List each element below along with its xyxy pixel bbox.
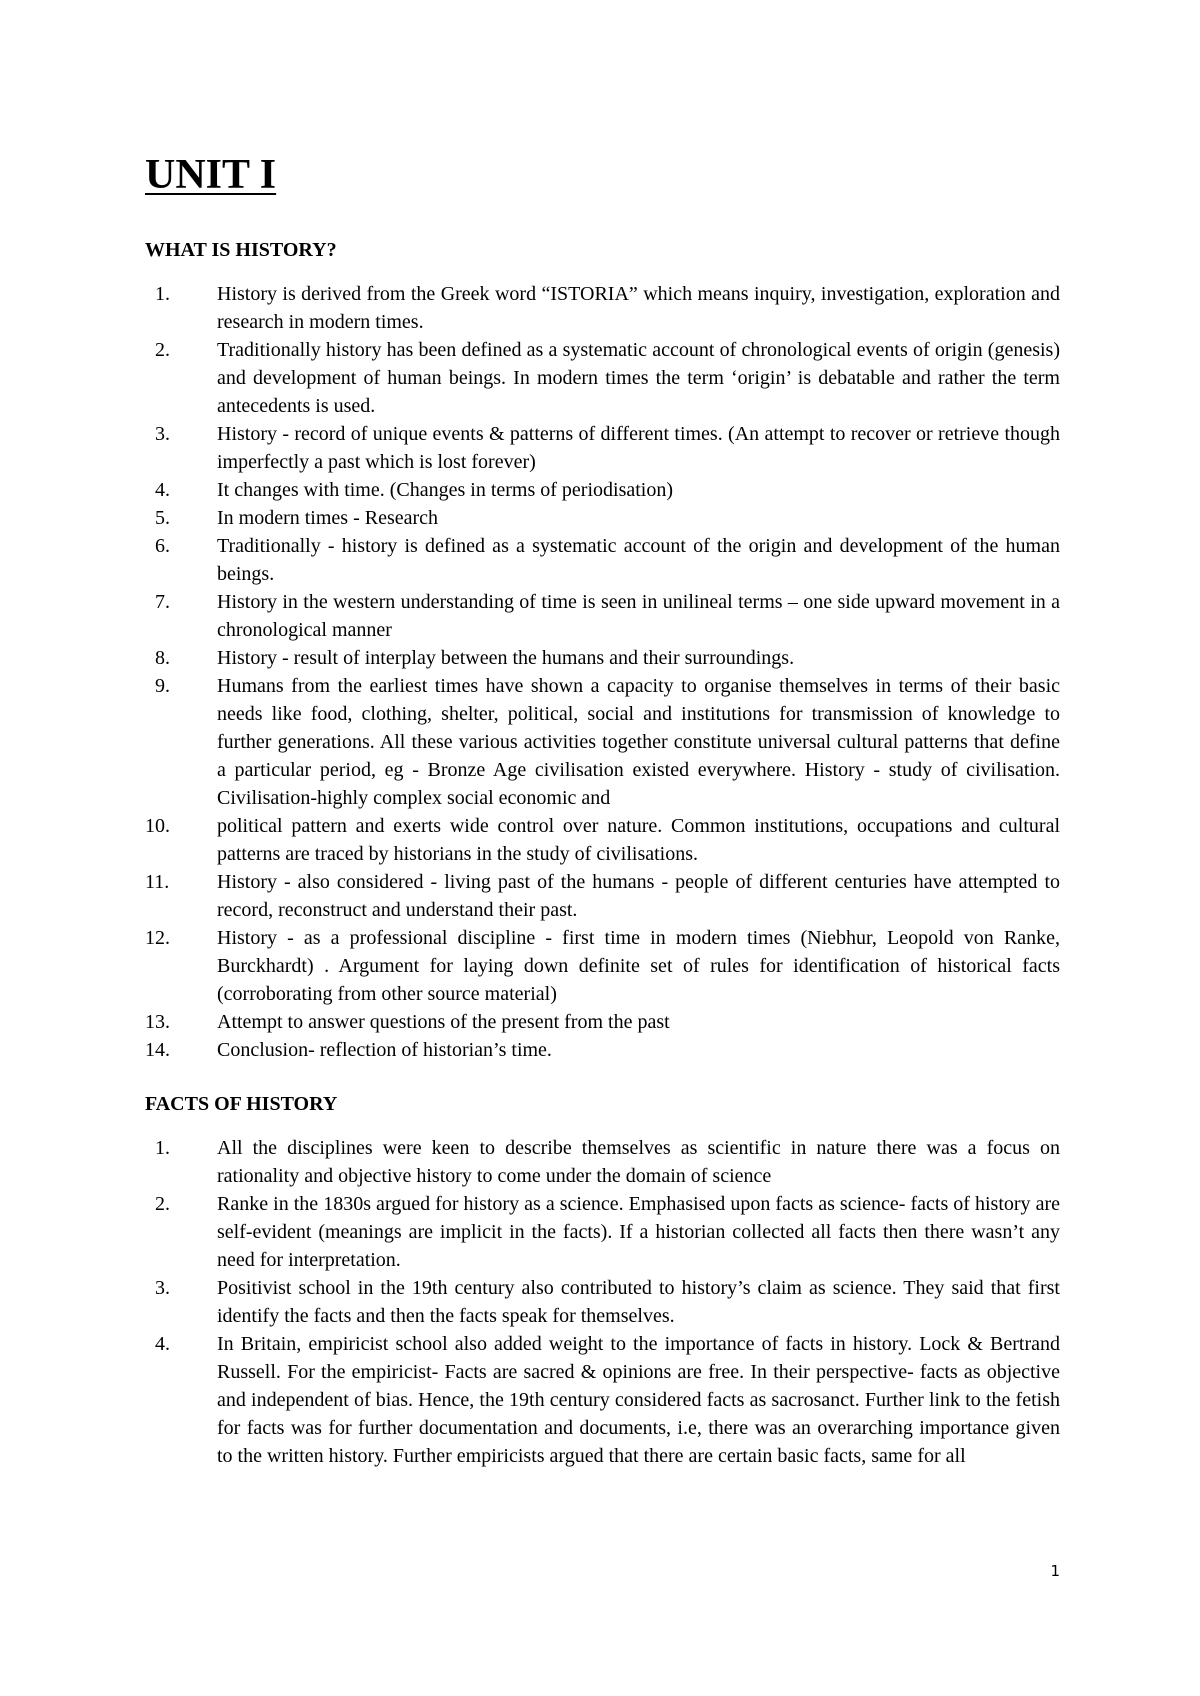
list-item [145, 476, 1060, 504]
list-item-text: Ranke in the 1830s argued for history as a science. Emphasised upon facts as science- facts of history are self-evident (meanings are implicit in the facts). If a historian collected all facts then there wasn’t any need for interpretation. [217, 1193, 1060, 1271]
list-item-number: 6. [155, 535, 170, 557]
what-is-history-list [145, 280, 1060, 1064]
list-item-number: 8. [155, 647, 170, 669]
list-item [145, 644, 1060, 672]
list-item [145, 1134, 1060, 1190]
list-item-number: 14. [145, 1039, 170, 1061]
list-item-text: History - result of interplay between the humans and their surroundings. [217, 647, 795, 669]
list-item [145, 336, 1060, 420]
section-heading-facts-of-history: FACTS OF HISTORY [145, 1093, 338, 1115]
list-item-text: In modern times - Research [217, 507, 439, 529]
list-item-number: 10. [145, 815, 170, 837]
list-item-text: Positivist school in the 19th century also contributed to history’s claim as science. They said that first identify the facts and then the facts speak for themselves. [217, 1277, 1060, 1327]
list-item-number: 12. [145, 927, 170, 949]
list-item-number: 2. [155, 1193, 170, 1215]
list-item-text: Traditionally history has been defined as a systematic account of chronological events of origin (genesis) and development of human beings. In modern times the term ‘origin’ is debatable and rather the term antecedents is used. [217, 339, 1060, 417]
list-item-text: All the disciplines were keen to describe themselves as scientific in nature there was a focus on rationality and objective history to come under the domain of science [217, 1137, 1060, 1187]
list-item [145, 280, 1060, 336]
list-item [145, 924, 1060, 1008]
list-item-number: 1. [155, 1137, 170, 1159]
list-item [145, 868, 1060, 924]
list-item-text: Humans from the earliest times have shown a capacity to organise themselves in terms of their basic needs like food, clothing, shelter, political, social and institutions for transmission of knowledge to further generations. All these various activities together constitute universal cultural patterns that define a particular period, eg - Bronze Age civilisation existed everywhere. History - study of civilisation. Civilisation-highly complex social economic and [217, 675, 1060, 809]
page-number: 1 [1050, 1562, 1060, 1580]
list-item-text: History - also considered - living past of the humans - people of different centuries have attempted to record, reconstruct and understand their past. [217, 871, 1060, 921]
list-item-number: 2. [155, 339, 170, 361]
list-item [145, 1036, 1060, 1064]
page-content [145, 148, 1060, 1470]
list-item-number: 3. [155, 1277, 170, 1299]
list-item [145, 532, 1060, 588]
list-item-text: History - record of unique events & patterns of different times. (An attempt to recover or retrieve though imperfectly a past which is lost forever) [217, 423, 1060, 473]
list-item-number: 7. [155, 591, 170, 613]
list-item [145, 1274, 1060, 1330]
list-item [145, 1190, 1060, 1274]
section-heading-what-is-history: WHAT IS HISTORY? [145, 239, 337, 261]
list-item-text: Attempt to answer questions of the present from the past [217, 1011, 670, 1033]
unit-title: UNIT I [145, 152, 277, 198]
list-item [145, 1330, 1060, 1470]
list-item-number: 11. [145, 871, 170, 893]
list-item-number: 5. [155, 507, 170, 529]
list-item [145, 588, 1060, 644]
list-item [145, 1008, 1060, 1036]
list-item [145, 672, 1060, 812]
list-item-number: 13. [145, 1011, 170, 1033]
list-item-text: political pattern and exerts wide control over nature. Common institutions, occupations and cultural patterns are traced by historians in the study of civilisations. [217, 815, 1060, 865]
list-item-text: In Britain, empiricist school also added weight to the importance of facts in history. Lock & Bertrand Russell. For the empiricist- Facts are sacred & opinions are free. In their perspective- facts as objective and independent of bias. Hence, the 19th century considered facts as sacrosanct. Further link to the fetish for facts was for further documentation and documents, i.e, there was an overarching importance given to the written history. Further empiricists argued that there are certain basic facts, same for all [217, 1333, 1060, 1467]
list-item [145, 420, 1060, 476]
list-item-text: History is derived from the Greek word “ISTORIA” which means inquiry, investigation, exploration and research in modern times. [217, 283, 1060, 333]
list-item-text: It changes with time. (Changes in terms of periodisation) [217, 479, 674, 501]
list-item-text: Traditionally - history is defined as a systematic account of the origin and development of the human beings. [217, 535, 1060, 585]
list-item-text: History - as a professional discipline - first time in modern times (Niebhur, Leopold von Ranke, Burckhardt) . Argument for laying down definite set of rules for identification of historical facts (corroborating from other source material) [217, 927, 1060, 1005]
list-item-number: 4. [155, 1333, 170, 1355]
list-item-number: 3. [155, 423, 170, 445]
facts-of-history-list [145, 1134, 1060, 1470]
list-item-number: 1. [155, 283, 170, 305]
list-item-number: 4. [155, 479, 170, 501]
list-item-number: 9. [155, 675, 170, 697]
list-item-text: History in the western understanding of time is seen in unilineal terms – one side upward movement in a chronological manner [217, 591, 1060, 641]
list-item [145, 504, 1060, 532]
list-item-text: Conclusion- reflection of historian’s time. [217, 1039, 552, 1061]
list-item [145, 812, 1060, 868]
